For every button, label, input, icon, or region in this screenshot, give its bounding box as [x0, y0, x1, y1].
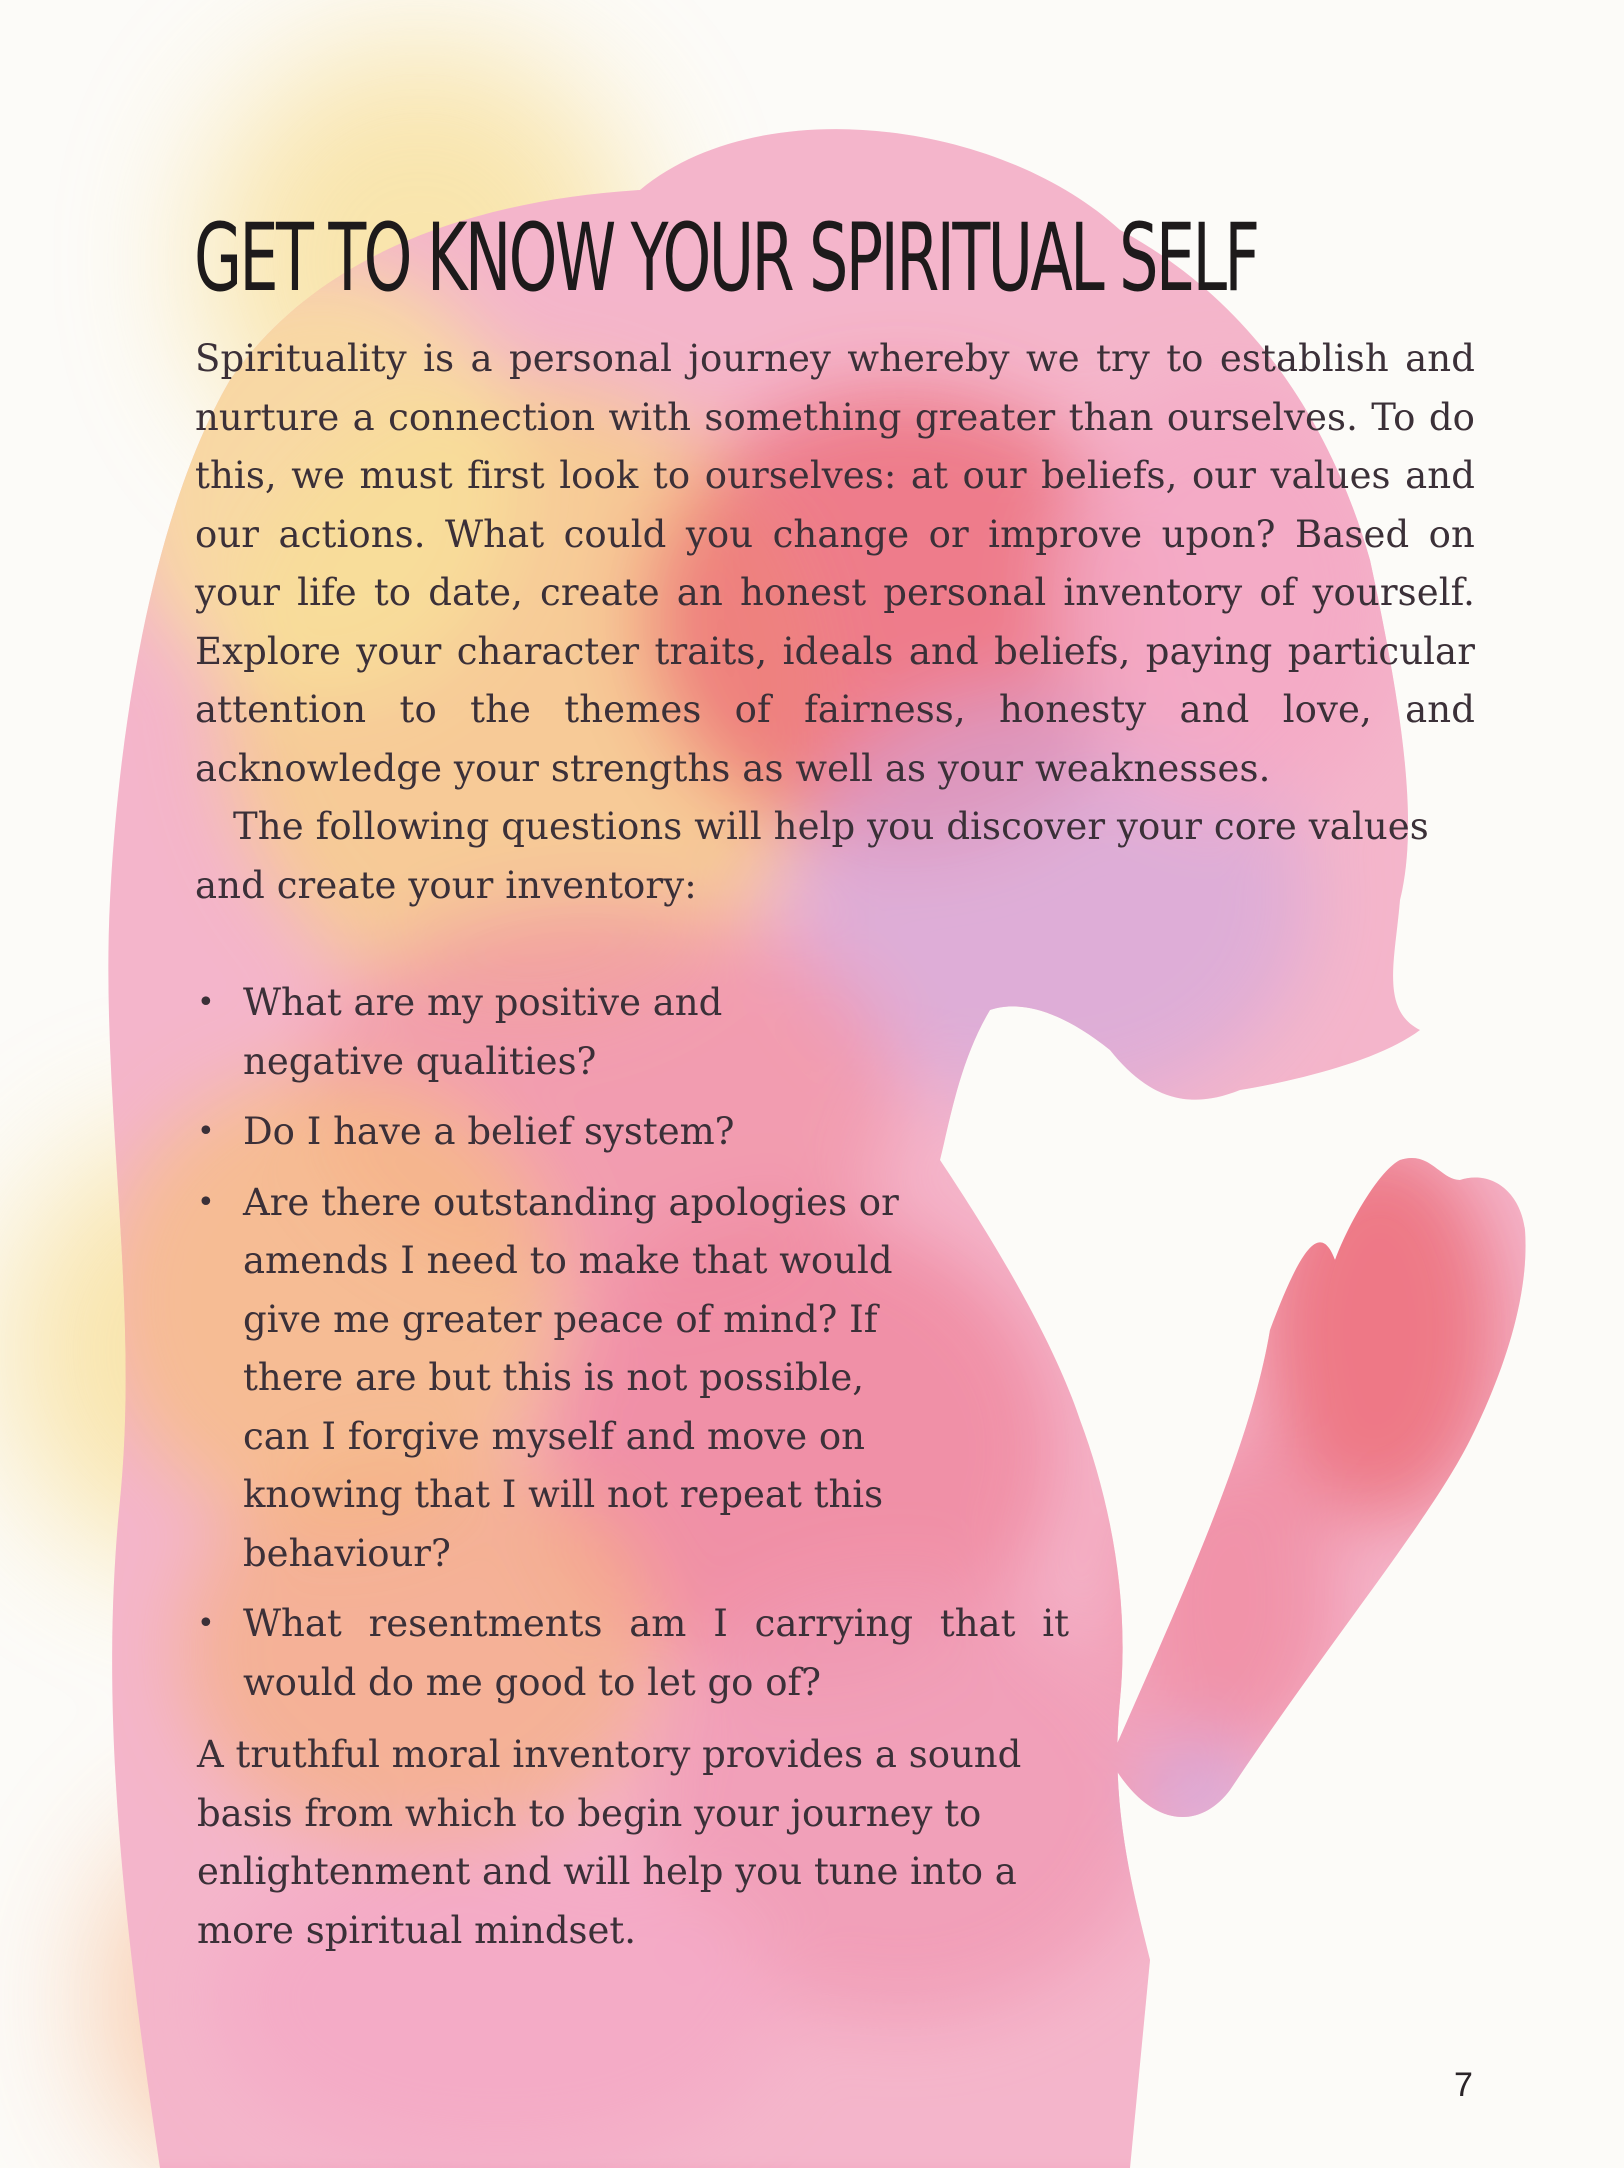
- question-text: What resentments am I carrying that it would do me good to let go of?: [243, 1602, 1069, 1704]
- intro-paragraph-followup: The following questions will help you discover your core values and create your inventory:: [195, 805, 1429, 907]
- list-item: [195, 1174, 923, 1584]
- question-text: Do I have a belief system?: [243, 1110, 735, 1153]
- list-item: [195, 974, 763, 1091]
- bullet-icon: •: [197, 1606, 215, 1641]
- bullet-icon: •: [197, 1114, 215, 1149]
- page-number: 7: [1454, 2066, 1473, 2104]
- bullet-icon: •: [197, 985, 215, 1020]
- list-item: [195, 1103, 803, 1162]
- intro-paragraph: Spirituality is a personal journey whereby we try to establish and nurture a connection with something greater than ourselves. To do this, we must first look to ourselves: at our beliefs, our values and our actions. What could you change or improve upon? Based on your life to date, create an honest personal inventory of yourself. Explore your character traits, ideals and beliefs, paying particular attention to the themes of fairness, honesty and love, and acknowledge your strengths as well as your weaknesses.: [195, 337, 1475, 790]
- intro-text: [195, 330, 1475, 915]
- closing-paragraph: A truthful moral inventory provides a sound basis from which to begin your journey to enlightenment and will help you tune into a more spiritual mindset.: [197, 1733, 1022, 1952]
- page-title: GET TO KNOW YOUR SPIRITUAL SELF: [194, 204, 1258, 313]
- question-text: Are there outstanding apologies or amends I need to make that would give me greater peace of mind? If there are but this is not possible, can I forgive myself and move on knowing that I will not repeat this behaviour?: [243, 1180, 899, 1575]
- bullet-icon: •: [197, 1184, 215, 1220]
- list-item: [195, 1595, 1069, 1712]
- question-text: What are my positive and negative qualities?: [243, 981, 723, 1083]
- question-list: [195, 974, 1069, 1724]
